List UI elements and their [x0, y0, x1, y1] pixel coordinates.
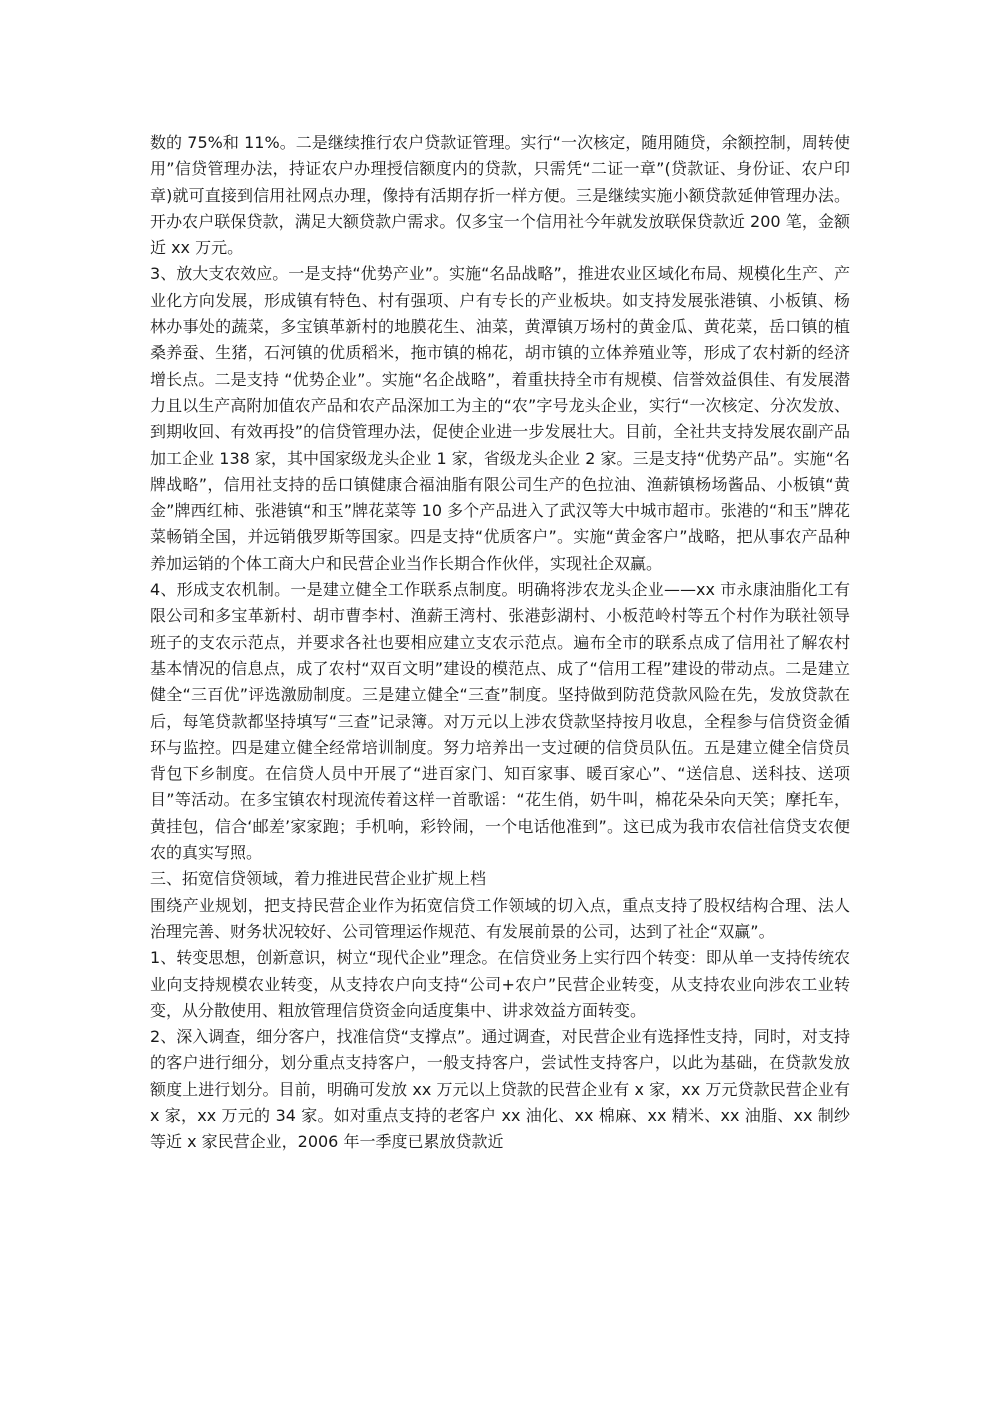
document-body — [150, 130, 850, 1156]
paragraph-agri-support-mechanism: 4、形成支农机制。一是建立健全工作联系点制度。明确将涉农龙头企业——xx 市永康油脂化工有限公司和多宝革新村、胡市曹李村、渔薪王湾村、张港彭湖村、小板范岭村等五个村作为联社领导班子的支农示范点，并要求各社也要相应建立支农示范点。遍布全市的联系点成了信用社了解农村基本情况的信息点，成了农村“双百文明”建设的模范点、成了“信用工程”建设的带动点。二是建立健全“三百优”评选激励制度。三是建立健全“三查”制度。坚持做到防范贷款风险在先，发放贷款在后，每笔贷款都坚持填写“三查”记录簿。对万元以上涉农贷款坚持按月收息，全程参与信贷资金循环与监控。四是建立健全经常培训制度。努力培养出一支过硬的信贷员队伍。五是建立健全信贷员背包下乡制度。在信贷人员中开展了“进百家门、知百家事、暖百家心”、“送信息、送科技、送项目”等活动。在多宝镇农村现流传着这样一首歌谣：“花生俏，奶牛叫，棉花朵朵向天笑；摩托车，黄挂包，信合‘邮差’家家跑；手机响，彩铃闹，一个电话他准到”。这已成为我市农信社信贷支农便农的真实写照。 — [150, 580, 850, 863]
paragraph-customer-segmentation: 2、深入调查，细分客户，找准信贷“支撑点”。通过调查，对民营企业有选择性支持，同时，对支持的客户进行细分，划分重点支持客户，一般支持客户，尝试性支持客户，以此为基础，在贷款发放额度上进行划分。目前，明确可发放 xx 万元以上贷款的民营企业有 x 家，xx 万元贷款民营企业有 x 家，xx 万元的 34 家。如对重点支持的老客户 xx 油化、xx 棉麻、xx 精米、xx 油脂、xx 制纱等近 x 家民营企业，2006 年一季度已累放贷款近 — [150, 1027, 850, 1152]
paragraph-loan-card-management: 数的 75%和 11%。二是继续推行农户贷款证管理。实行“一次核定，随用随贷，余额控制，周转使用”信贷管理办法，持证农户办理授信额度内的贷款，只需凭“二证一章”(贷款证、身份证、农户印章)就可直接到信用社网点办理，像持有活期存折一样方便。三是继续实施小额贷款延伸管理办法。开办农户联保贷款，满足大额贷款户需求。仅多宝一个信用社今年就发放联保贷款近 200 笔，金额近 xx 万元。 — [150, 133, 850, 258]
paragraph-industry-planning: 围绕产业规划，把支持民营企业作为拓宽信贷工作领域的切入点，重点支持了股权结构合理、法人治理完善、财务状况较好、公司管理运作规范、有发展前景的公司，达到了社企“双赢”。 — [150, 895, 850, 941]
paragraph-expand-agri-support: 3、放大支农效应。一是支持“优势产业”。实施“名品战略”，推进农业区域化布局、规模化生产、产业化方向发展，形成镇有特色、村有强项、户有专长的产业板块。如支持发展张港镇、小板镇、杨林办事处的蔬菜，多宝镇革新村的地膜花生、油菜，黄潭镇万场村的黄金瓜、黄花菜，岳口镇的植桑养蚕、生猪，石河镇的优质稻米，拖市镇的棉花，胡市镇的立体养殖业等，形成了农村新的经济增长点。二是支持 “优势企业”。实施“名企战略”，着重扶持全市有规模、信誉效益俱佳、有发展潜力且以生产高附加值农产品和农产品深加工为主的“农”字号龙头企业，实行“一次核定、分次发放、到期收回、有效再投”的信贷管理办法，促使企业进一步发展壮大。目前，全社共支持发展农副产品加工企业 138 家，其中国家级龙头企业 1 家，省级龙头企业 2 家。三是支持“优势产品”。实施“名牌战略”，信用社支持的岳口镇健康合福油脂有限公司生产的色拉油、渔薪镇杨场酱品、小板镇“黄金”牌西红柿、张港镇“和玉”牌花菜等 10 多个产品进入了武汉等大中城市超市。张港的“和玉”牌花菜畅销全国，并远销俄罗斯等国家。四是支持“优质客户”。实施“黄金客户”战略，把从事农产品种养加运销的个体工商大户和民营企业当作长期合作伙伴，实现社企双赢。 — [150, 264, 850, 573]
section-heading-private-enterprise: 三、拓宽信贷领域，着力推进民营企业扩规上档 — [150, 869, 487, 889]
paragraph-modern-enterprise-concept: 1、转变思想，创新意识，树立“现代企业”理念。在信贷业务上实行四个转变：即从单一支持传统农业向支持规模农业转变，从支持农户向支持“公司+农户”民营企业转变，从支持农业向涉农工业转变，从分散使用、粗放管理信贷资金向适度集中、讲求效益方面转变。 — [150, 948, 850, 1020]
